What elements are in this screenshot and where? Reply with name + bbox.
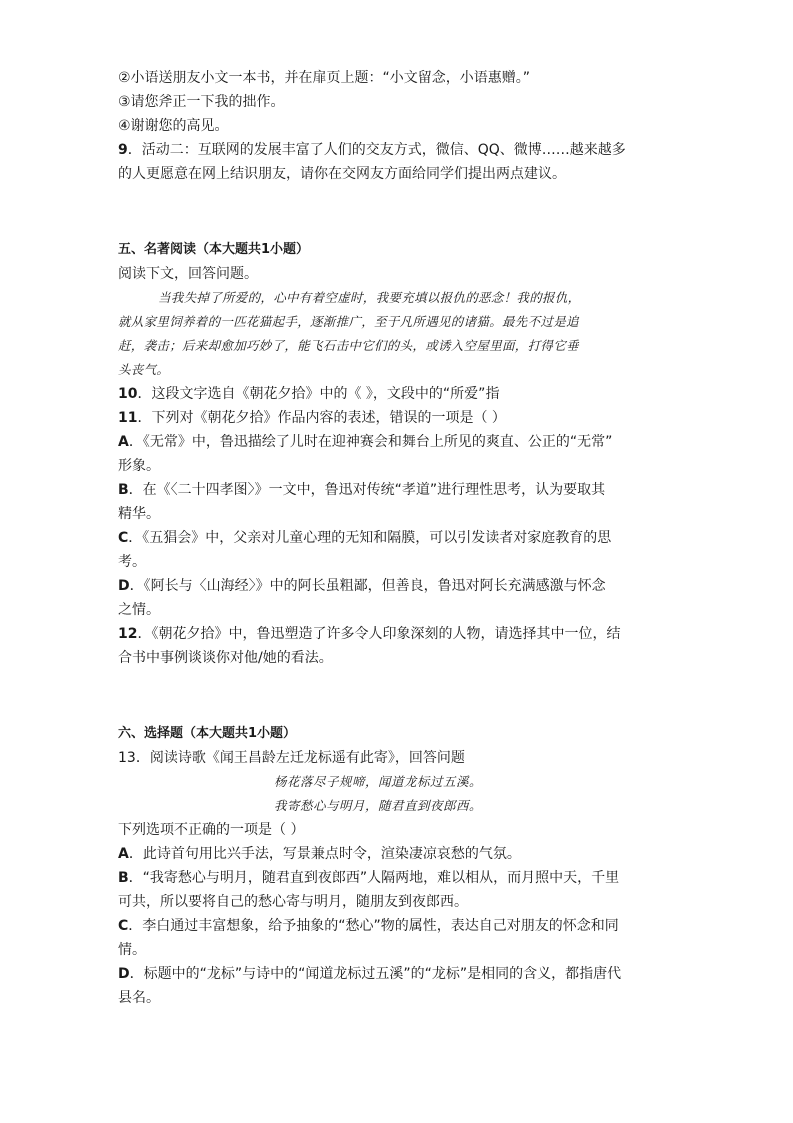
- poem-line: 我寄愁心与明月，随君直到夜郎西。: [274, 798, 483, 813]
- quote-line: 头丧气。: [118, 362, 170, 377]
- option-letter: A: [118, 846, 129, 862]
- question-number: 12: [118, 626, 138, 642]
- question-text: ．这段文字选自《朝花夕拾》中的《 》，文段中的“所爱”指: [137, 386, 500, 402]
- option-text: ．“我寄愁心与明月，随君直到夜郎西”人隔两地，难以相从，而月照中天，千里: [128, 870, 620, 886]
- option-b-cont: 精华。: [118, 506, 160, 522]
- question-12: [118, 622, 678, 646]
- question-12-cont: 合书中事例谈谈你对他/她的看法。: [118, 650, 333, 666]
- quote-line: 赶，袭击；后来却愈加巧妙了，能飞石击中它们的头，或诱入空屋里面，打得它垂: [118, 338, 579, 353]
- option-letter: B: [118, 482, 129, 498]
- option-text: ．标题中的“龙标”与诗中的“闻道龙标过五溪”的“龙标”是相同的含义，都指唐代: [129, 966, 622, 982]
- question-9: [118, 138, 678, 162]
- option-b[interactable]: [118, 866, 678, 890]
- text-line: ③请您斧正一下我的拙作。: [118, 94, 285, 110]
- question-text: ．下列对《朝花夕拾》作品内容的表述，错误的一项是（ ）: [137, 410, 506, 426]
- section-title-5: 五、名著阅读（本大题共1小题）: [118, 242, 310, 257]
- option-letter: D: [118, 578, 130, 594]
- question-number: 9: [118, 142, 128, 158]
- question-11: [118, 406, 678, 430]
- question-9-cont: 的人更愿意在网上结识朋友，请你在交网友方面给同学们提出两点建议。: [118, 166, 566, 182]
- option-text: ．《无常》中，鲁迅描绘了儿时在迎神赛会和舞台上所见的爽直、公正的“无常”: [128, 434, 613, 450]
- text-line: ④谢谢您的高见。: [118, 118, 229, 134]
- option-d-cont: 之情。: [118, 602, 160, 618]
- option-text: ．在《〈二十四孝图〉》一文中，鲁迅对传统“孝道”进行理性思考，认为要取其: [128, 482, 606, 498]
- option-text: ．《五猖会》中，父亲对儿童心理的无知和隔膜，可以引发读者对家庭教育的思: [128, 530, 612, 546]
- option-c[interactable]: [118, 914, 678, 938]
- question-text: ．活动二：互联网的发展丰富了人们的交友方式，微信、QQ、微博……越来越多: [127, 142, 626, 158]
- option-letter: B: [118, 870, 129, 886]
- quote-line: 就从家里饲养着的一匹花猫起手，逐渐推广，至于凡所遇见的诸猫。最先不过是追: [118, 314, 579, 329]
- question-13: 13．阅读诗歌《闻王昌龄左迁龙标遥有此寄》，回答问题: [118, 750, 465, 766]
- option-a[interactable]: [118, 430, 678, 454]
- section-title-6: 六、选择题（本大题共1小题）: [118, 726, 297, 741]
- quote-line: 当我失掉了所爱的，心中有着空虚时，我要充填以报仇的恶念！我的报仇，: [158, 290, 581, 305]
- question-text: ．《朝花夕拾》中，鲁迅塑造了许多令人印象深刻的人物，请选择其中一位，结: [137, 626, 621, 642]
- option-b-cont: 可共，所以要将自己的愁心寄与明月，随朋友到夜郎西。: [118, 894, 468, 910]
- question-number: 11: [118, 410, 138, 426]
- option-d[interactable]: [118, 962, 678, 986]
- option-c-cont: 情。: [118, 942, 146, 958]
- option-text: ．《阿长与〈山海经〉》中的阿长虽粗鄙，但善良，鲁迅对阿长充满感激与怀念: [129, 578, 606, 594]
- poem-line: 杨花落尽子规啼，闻道龙标过五溪。: [274, 774, 483, 789]
- option-letter: A: [118, 434, 129, 450]
- reading-intro: 阅读下文，回答问题。: [118, 266, 258, 282]
- document-page: [118, 66, 678, 1010]
- text-line: ②小语送朋友小文一本书，并在扉页上题：“小文留念，小语惠赠。”: [118, 70, 531, 86]
- option-letter: C: [118, 918, 129, 934]
- option-c[interactable]: [118, 526, 678, 550]
- question-prompt: 下列选项不正确的一项是（ ）: [118, 822, 305, 838]
- option-d[interactable]: [118, 574, 678, 598]
- option-a-cont: 形象。: [118, 458, 160, 474]
- question-10: [118, 382, 678, 406]
- question-number: 10: [118, 386, 138, 402]
- option-c-cont: 考。: [118, 554, 146, 570]
- option-text: ．此诗首句用比兴手法，写景兼点时令，渲染凄凉哀愁的气氛。: [128, 846, 521, 862]
- option-letter: D: [118, 966, 130, 982]
- option-letter: C: [118, 530, 129, 546]
- option-text: ．李白通过丰富想象，给予抽象的“愁心”物的属性，表达自己对朋友的怀念和同: [128, 918, 619, 934]
- option-b[interactable]: [118, 478, 678, 502]
- option-d-cont: 县名。: [118, 990, 160, 1006]
- option-a[interactable]: [118, 842, 678, 866]
